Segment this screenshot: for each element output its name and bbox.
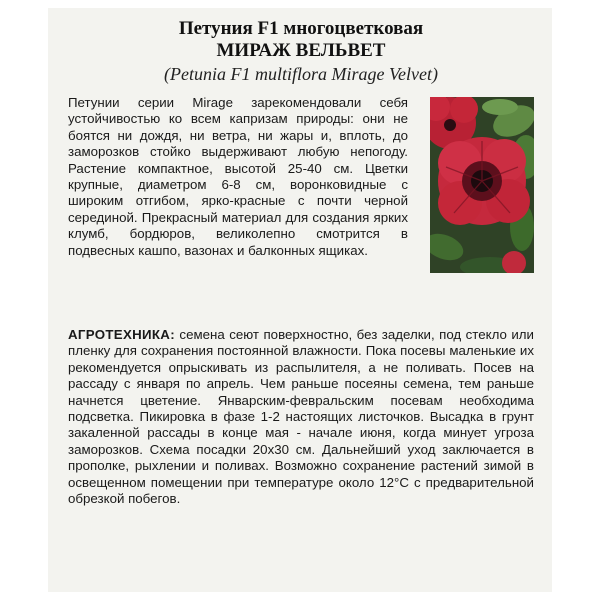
agrotechnics-section xyxy=(68,327,534,507)
agrotechnics-text: семена сеют поверхностно, без заделки, под стекло или пленку для сохранения постоянной влажности. Пока посевы маленькие их рекомендуется опрыскивать из распылителя, а не поливать. Посев на рассаду с января по апрель. Чем раньше посеяны семена, тем раньше начнется цветение. Январским-февральским посевам необходима подсветка. Пикировка в фазе 1-2 настоящих листочков. Высадка в грунт закаленной рассады в конце мая - начале июня, когда минует угроза заморозков. Схема посадки 20х30 см. Дальнейший уход заключается в прополке, рыхлении и поливах. Возможно сохранение растений зимой в освещенном помещении при температуре около 12°С с предварительной обрезкой побегов. xyxy=(68,327,534,507)
title-line-1: Петуния F1 многоцветковая xyxy=(178,18,424,39)
latin-name: (Petunia F1 multiflora Mirage Velvet) xyxy=(164,64,438,84)
title-line-2: МИРАЖ ВЕЛЬВЕТ xyxy=(216,40,386,61)
agrotechnics-heading: АГРОТЕХНИКА: xyxy=(68,327,175,342)
description-section xyxy=(68,95,534,313)
seed-packet-card xyxy=(48,8,552,592)
description-paragraph: Петунии серии Mirage зарекомендовали себя устойчивостью ко всем капризам природы: они не боятся ни дождя, ни ветра, ни жары и, вплоть, до заморозков стойко выдерживают любую непогоду. Растение компактное, высотой 25-40 см. Цветки крупные, диаметром 6-8 см, воронковидные с широким отгибом, ярко-красные с почти черной серединой. Прекрасный материал для создания ярких клумб, бордюров, великолепно смотрится в подвесных кашпо, вазонах и балконных ящиках. xyxy=(68,95,408,258)
red-petunia-photo xyxy=(430,97,534,273)
